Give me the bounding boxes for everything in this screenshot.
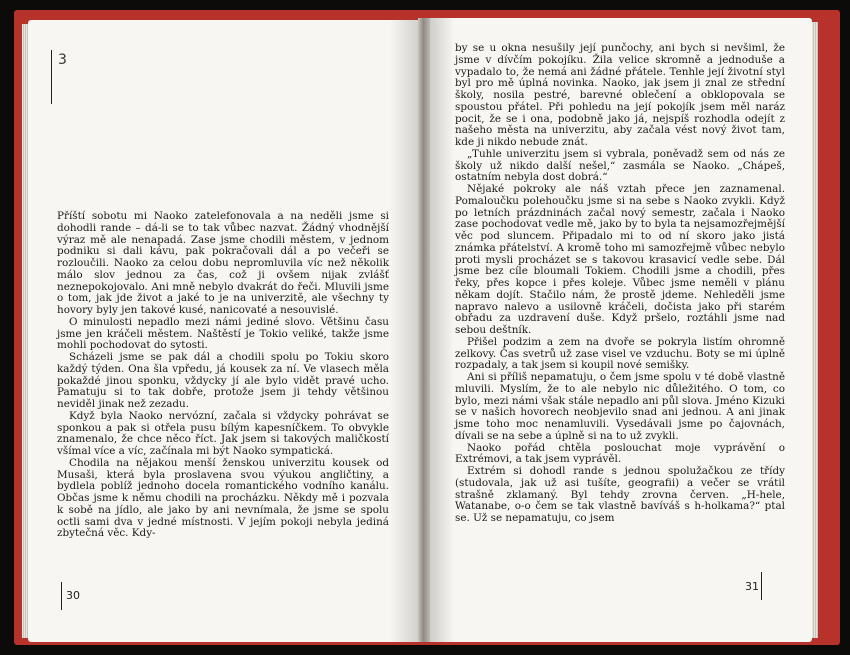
paragraph: Když byla Naoko nervózní, začala si vždycky pohrávat se sponkou a pak si otřela pusu bílým kapesníčkem. To obvykle znamenalo, že chce něco říct. Jak jsem si takových maličkostí všímal více a víc, začínala mi být Naoko sympatická.	[57, 409, 389, 457]
page-number-right: 31	[745, 580, 759, 593]
paragraph: O minulosti nepadlo mezi námi jediné slovo. Většinu času jsme jen kráčeli městem. Naštěstí je Tokio veliké, takže jsme mohli pochodovat do sytosti.	[57, 315, 389, 352]
book-spine	[418, 18, 430, 642]
chapter-rule	[51, 50, 52, 104]
left-page-text	[57, 211, 389, 540]
paragraph: Extrém si dohodl rande s jednou spolužačkou ze třídy (studovala, jak už asi tušíte, geografii) a večer se vrátil strašně zklamaný. Byl tehdy zrovna červen. „H-hele, Watanabe, o-o čem se tak vlastně bavíváš s h-holkama?“ ptal se. Už se nepamatuju, co jsem	[455, 465, 785, 524]
gutter-shadow-right	[428, 18, 454, 642]
paragraph: Chodila na nějakou menší ženskou univerzitu kousek od Musaši, která byla proslavena svou výukou angličtiny, a bydlela poblíž jednoho docela romantického vodního kanálu. Občas jsme k němu chodili na procházku. Někdy mě i pozvala k sobě na jídlo, ale jako by ani nevnímala, že jsme se spolu octli sami dva v jedné místnosti. V jejím pokoji nebyla jediná zbytečná věc. Kdy-	[57, 456, 389, 540]
paragraph: by se u okna nesušily její punčochy, ani bych si nevšiml, že jsme v dívčím pokojíku. Žila velice skromně a jednoduše a vypadalo to, že nemá ani žádné přátele. Tenhle její životní styl byl pro mě úplná novinka. Naoko, jak jsem ji znal ze střední školy, nosila pestré, barevné oblečení a obklopovala se spoustou přátel. Při pohledu na její pokojík jsem měl naráz pocit, že se i ona, podobně jako já, nejspíš rozhodla odejít z našeho města na univerzitu, aby začala vést nový život tam, kde ji nikdo nebude znát.	[455, 42, 785, 148]
paragraph: Scházeli jsme se pak dál a chodili spolu po Tokiu skoro každý týden. Ona šla vpředu, já kousek za ní. Ve vlasech měla pokaždé jinou sponku, vždycky jí ale bylo vidět pravé ucho. Pamatuju si to tak dobře, protože jsem ji tehdy většinou neviděl jinak než zezadu.	[57, 351, 389, 410]
gutter-shadow-left	[390, 20, 420, 642]
paragraph: Nějaké pokroky ale náš vztah přece jen zaznamenal. Pomaloučku polehoučku jsme si na sebe s Naoko zvykli. Když po letních prázdninách začal nový semestr, začala i Naoko zase pochodovat vedle mě, jako by to byla ta nejsamozřejmější věc pod sluncem. Připadalo mi to od ní skoro jako jistá známka přátelství. A kromě toho mi samozřejmě vůbec nebylo proti mysli procházet se s takovou krasavicí vedle sebe. Dál jsme bez cíle bloumali Tokiem. Chodili jsme a chodili, přes řeky, přes kopce i přes koleje. Vůbec jsme neměli v plánu někam dojít. Stačilo nám, že prostě jdeme. Nehleděli jsme napravo nalevo a usilovně kráčeli, dočista jako při starém obřadu za uzdravení duše. Když pršelo, roztáhli jsme nad sebou deštník.	[455, 183, 785, 336]
right-page-text	[455, 43, 785, 525]
paragraph: „Tuhle univerzitu jsem si vybrala, poněvadž sem od nás ze školy už nikdo další nešel,“ zasmála se Naoko. „Chápeš, ostatním nebyla dost dobrá.“	[455, 147, 785, 184]
paragraph: Naoko pořád chtěla poslouchat moje vyprávění o Extrémovi, a tak jsem vyprávěl.	[455, 441, 785, 466]
paragraph: Příští sobotu mi Naoko zatelefonovala a na neděli jsme si dohodli rande – dá-li se to tak vůbec nazvat. Žádný vhodnější výraz mě ale nenapadá. Zase jsme chodili městem, v jednom podniku si dali kávu, pak pokračovali dál a po večeři se rozloučili. Naoko za celou dobu nepromluvila víc než několik málo slov jednou za čas, což ji ovšem nijak zvlášť neznepokojovalo. Ani mně nebylo dvakrát do řeči. Mluvili jsme o tom, jak jde život a jaké to je na univerzitě, ale všechny ty hovory byly jen takové kusé, nanicovaté a nesouvislé.	[57, 210, 389, 316]
paragraph: Ani si příliš nepamatuju, o čem jsme spolu v té době vlastně mluvili. Myslím, že to ale nebylo nic důležitého. O tom, co bylo, mezi námi však stále nepadlo ani půl slova. Jméno Kizuki se v našich hovorech neobjevilo snad ani jednou. A ani jinak jsme toho moc nenamluvili. Vysedávali jsme po čajovnách, dívali se na sebe a úplně si na to už zvykli.	[455, 371, 785, 442]
folio-rule-right	[761, 572, 762, 600]
page-number-left: 30	[66, 589, 80, 602]
paragraph: Přišel podzim a zem na dvoře se pokryla listím ohromně zelkovy. Čas svetrů už zase visel ve vzduchu. Boty se mi úplně rozpadaly, a tak jsem si koupil nové semišky.	[455, 335, 785, 372]
chapter-number: 3	[58, 52, 67, 68]
folio-rule-left	[61, 582, 62, 610]
